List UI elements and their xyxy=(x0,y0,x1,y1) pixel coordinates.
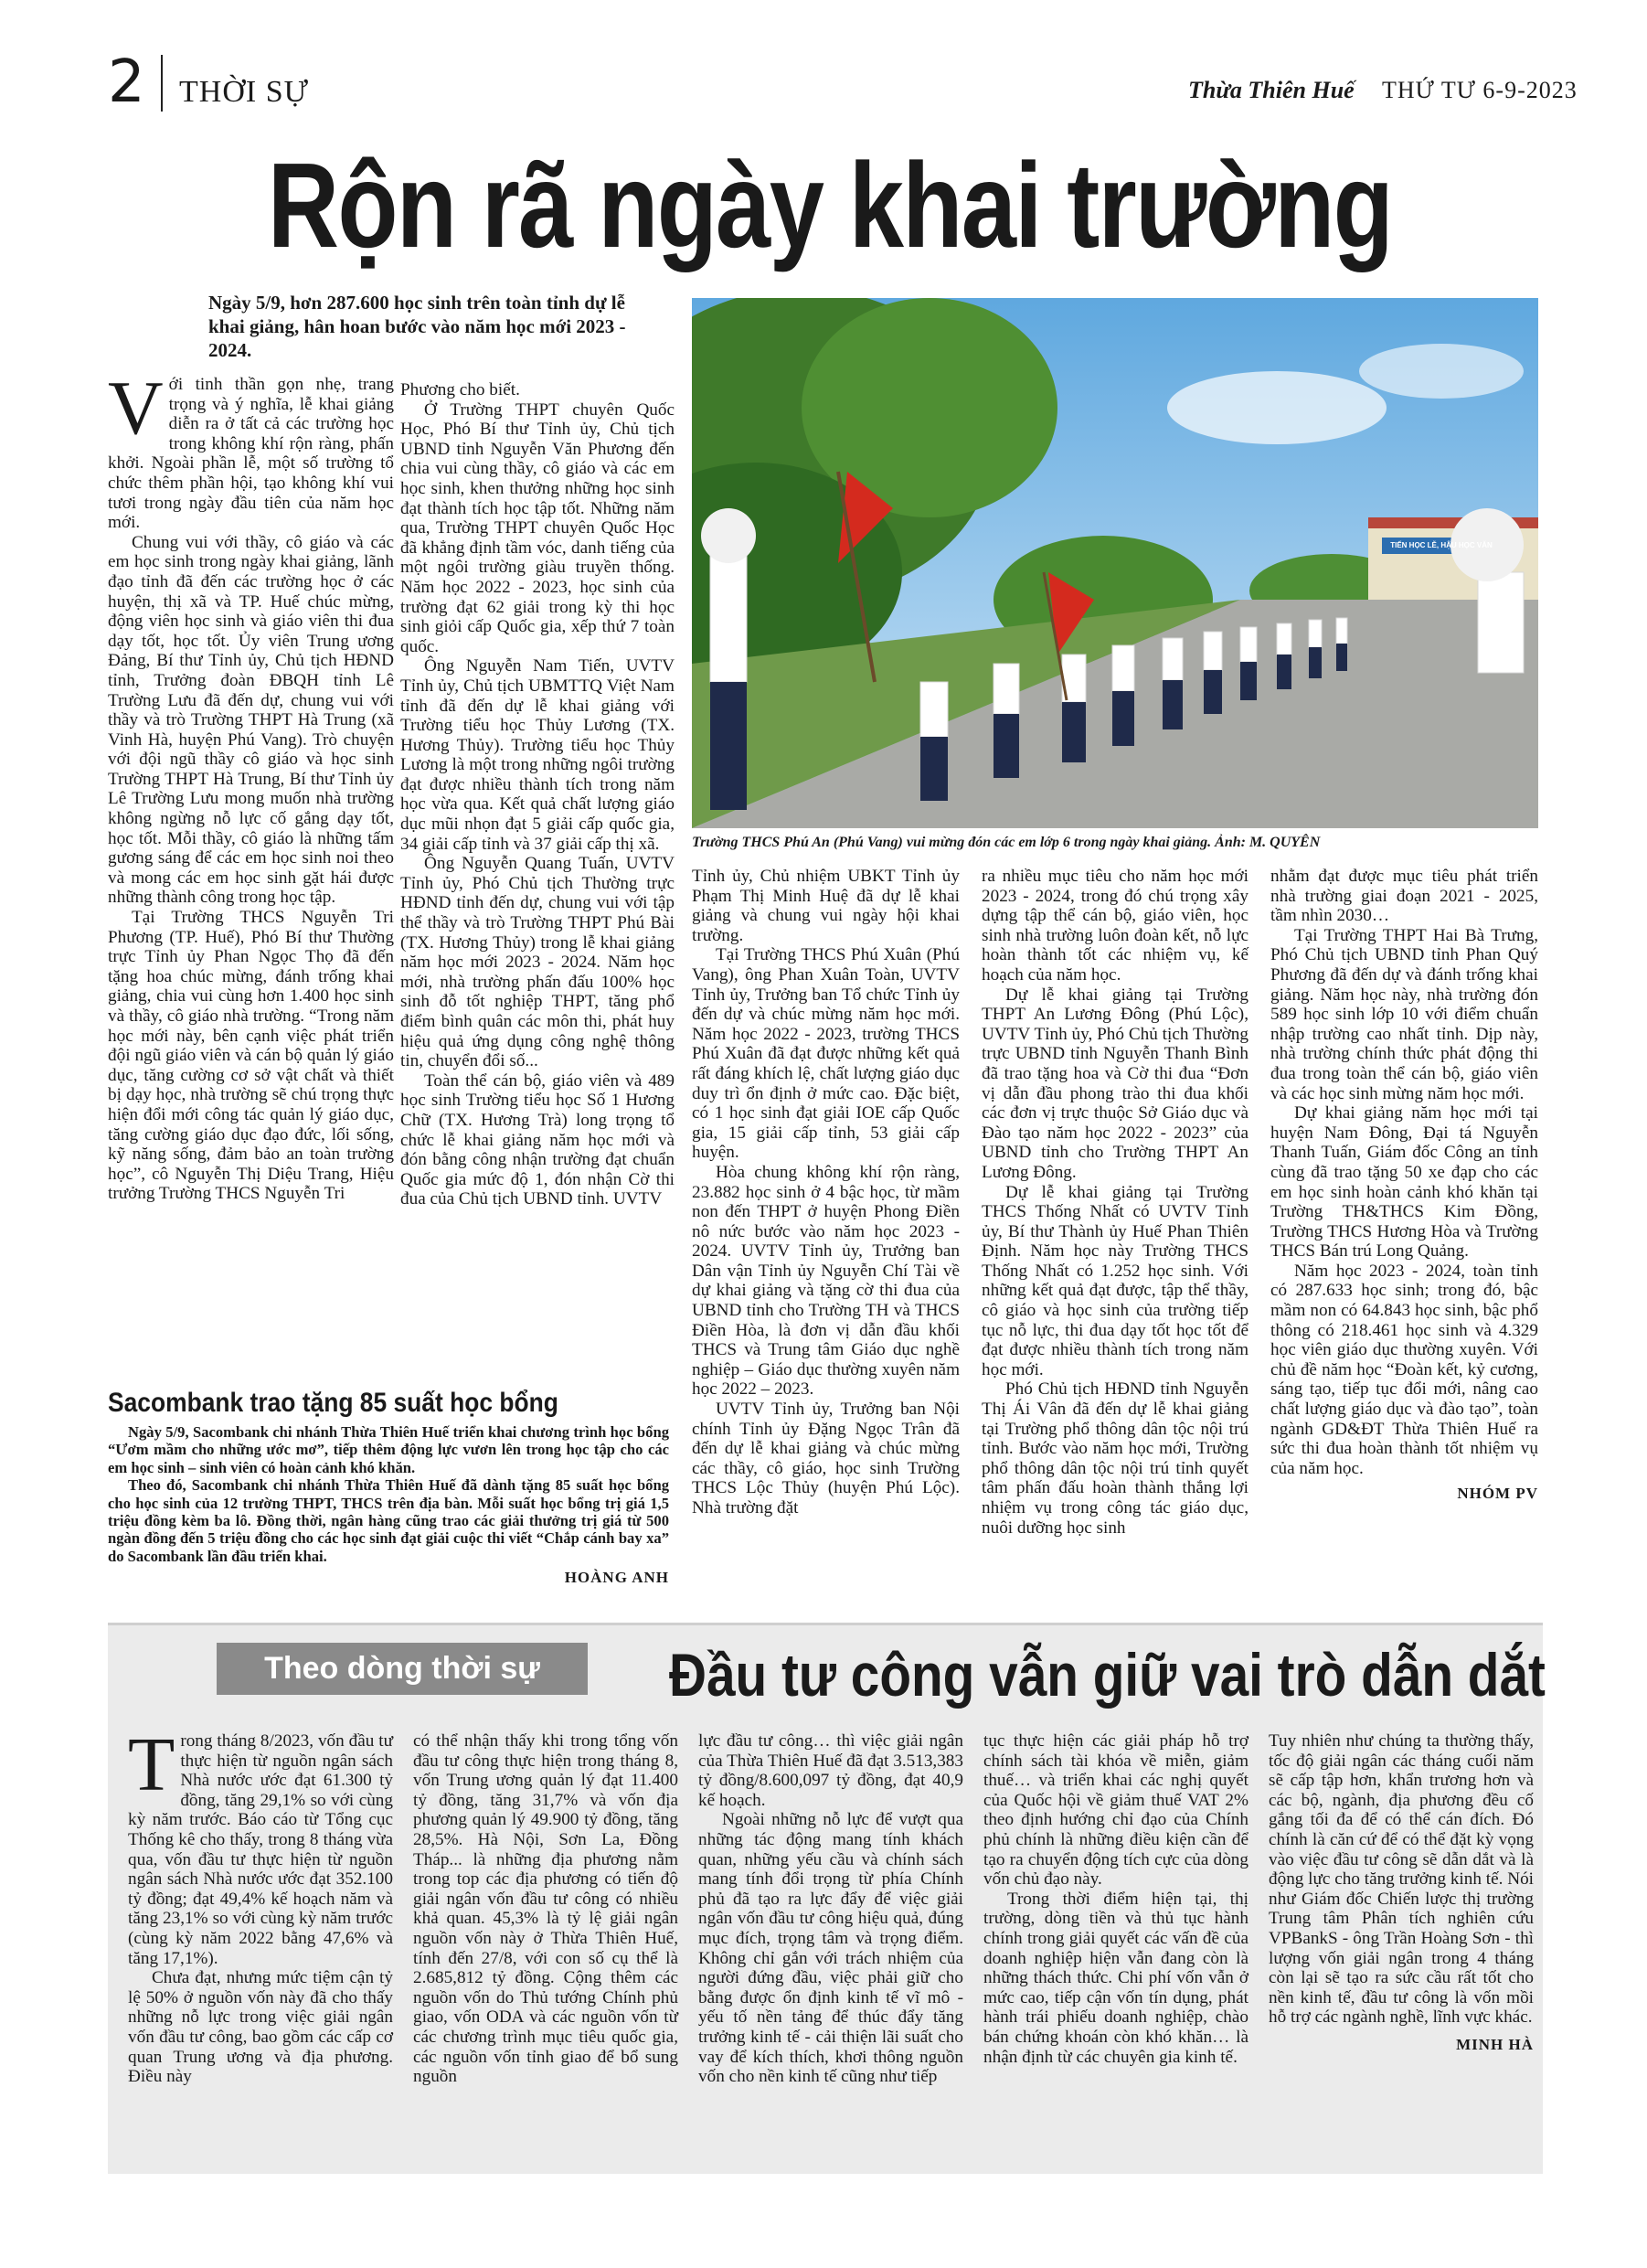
lead-paragraph: Với tinh thần gọn nhẹ, trang trọng và ý nghĩa, lễ khai giảng diễn ra ở tất cả các trường học trong không khí rộn ràng, phấn khởi. Ngoài phần lễ, một số trường tổ chức thêm phần hội, tạo không khí vui tươi trong ngày đầu tiên của năm học mới. xyxy=(108,366,394,533)
box-column-3 xyxy=(698,1731,963,2087)
paragraph: Tại Trường THCS Phú Xuân (Phú Vang), ông Phan Xuân Toàn, UVTV Tỉnh ủy, Trưởng ban Tổ chức Tỉnh ủy đến dự và chúc mừng năm học mới. Năm học 2022 - 2023, trường THCS Phú Xuân đã đạt được những kết quả rất đáng khích lệ, chất lượng giáo dục duy trì ổn định ở mức cao. Đặc biệt, có 1 học sinh đạt giải IOE cấp Quốc gia, 15 giải cấp tỉnh, 53 giải cấp huyện. xyxy=(692,945,960,1163)
box-byline: MINH HÀ xyxy=(1456,2035,1534,2053)
dropcap: V xyxy=(108,366,164,451)
paragraph: Theo đó, Sacombank chi nhánh Thừa Thiên Huế đã dành tặng 85 suất học bổng cho học sinh của 12 trường THPT, THCS trên địa bàn. Mỗi suất học bổng trị giá 1,5 triệu đồng kèm ba lô. Đồng thời, ngân hàng cũng trao các giải thưởng trị giá từ 500 ngàn đồng đến 5 triệu đồng cho các học sinh đạt giải cuộc thi viết “Chắp cánh bay xa” do Sacombank lần đầu triển khai. xyxy=(108,1476,669,1565)
paragraph: Trong thời điểm hiện tại, thị trường, dòng tiền và thủ tục hành chính trong giải quyết các vấn đề của doanh nghiệp hiện vẫn đang còn là những thách thức. Chi phí vốn vẫn ở mức cao, tiếp cận vốn tín dụng, phát hành trái phiếu doanh nghiệp, chào bán chứng khoán còn khó khăn… là nhận định từ các chuyên gia kinh tế. xyxy=(983,1889,1249,2067)
article-column-3 xyxy=(692,867,960,1518)
article-column-5 xyxy=(1270,867,1538,1504)
paragraph: ra nhiều mục tiêu cho năm học mới 2023 - 2024, trong đó chú trọng xây dựng tập thể cán bộ, giáo viên, học sinh nhà trường luôn đoàn kết, nỗ lực hoàn thành tốt các nhiệm vụ, kế hoạch của năm học. xyxy=(982,867,1249,985)
box-column-2 xyxy=(413,1731,678,2087)
box-column-4 xyxy=(983,1731,1249,2067)
box-column-1 xyxy=(128,1722,393,2087)
lead-paragraph: Trong tháng 8/2023, vốn đầu tư thực hiện từ nguồn ngân sách Nhà nước ước đạt 61.300 tỷ đồng, tăng 29,1% so với cùng kỳ năm trước. Báo cáo từ Tổng cục Thống kê cho thấy, trong 8 tháng vừa qua, vốn đầu tư thực hiện từ nguồn ngân sách Nhà nước ước đạt 352.100 tỷ đồng; đạt 49,4% kế hoạch năm và tăng 23,1% so với cùng kỳ năm trước (cùng kỳ năm 2022 bằng 47,6% và tăng 17,1%). xyxy=(128,1722,393,1968)
dropcap: T xyxy=(128,1722,175,1807)
paragraph: Ngày 5/9, Sacombank chi nhánh Thừa Thiên Huế triển khai chương trình học bổng “Ươm mầm cho những ước mơ”, tiếp thêm động lực vươn lên trong học tập cho các em học sinh – sinh viên có hoàn cảnh khó khăn. xyxy=(108,1423,669,1476)
article-sapo: Ngày 5/9, hơn 287.600 học sinh trên toàn tỉnh dự lễ khai giảng, hân hoan bước vào năm học mới 2023 - 2024. xyxy=(208,292,626,361)
paragraph: Chưa đạt, nhưng mức tiệm cận tỷ lệ 50% ở nguồn vốn này đã cho thấy những nỗ lực trong việc giải ngân vốn đầu tư công, bao gồm các cấp cơ quan Trung ương và địa phương. Điều này xyxy=(128,1968,393,2087)
paragraph: lực đầu tư công… thì việc giải ngân của Thừa Thiên Huế đã đạt 3.513,383 tỷ đồng/8.600,097 tỷ đồng, đạt 40,9 kế hoạch. xyxy=(698,1731,963,1810)
paragraph: Dự lễ khai giảng tại Trường THCS Thống Nhất có UVTV Tỉnh ủy, Bí thư Thành ủy Huế Phan Thiên Định. Năm học này Trường THCS Thống Nhất có 1.252 học sinh. Với những kết quả đạt được, tập thể thầy, cô giáo và học sinh của trường tiếp tục nỗ lực, thi đua dạy tốt học tốt để đạt được nhiều thành tích trong năm học mới. xyxy=(982,1182,1249,1379)
school-parade-illustration xyxy=(692,298,1538,828)
article-column-2 xyxy=(400,380,675,1209)
page-number: 2 xyxy=(108,48,145,116)
sidebar-body xyxy=(108,1423,669,1587)
sidebar-byline: HOÀNG ANH xyxy=(564,1569,669,1587)
box-label: Theo dòng thời sự xyxy=(217,1643,588,1695)
header-divider xyxy=(161,55,163,112)
box-headline: Đầu tư công vẫn giữ vai trò dẫn dắt xyxy=(669,1641,1546,1709)
article-byline: NHÓM PV xyxy=(1457,1485,1538,1503)
paragraph: Ông Nguyễn Nam Tiến, UVTV Tỉnh ủy, Chủ tịch UBMTTQ Việt Nam tỉnh đã đến dự lễ khai giảng với Trường tiểu học Thủy Lương (TX. Hương Thủy). Trường tiểu học Thủy Lương là một trong những ngôi trường đạt được nhiều thành tích trong năm học vừa qua. Kết quả chất lượng giáo dục mũi nhọn đạt 5 giải cấp quốc gia, 34 giải cấp tỉnh và 37 giải cấp thị xã. xyxy=(400,656,675,854)
paragraph: Ở Trường THPT chuyên Quốc Học, Phó Bí thư Tỉnh ủy, Chủ tịch UBND tỉnh Nguyễn Văn Phương đến chia vui cùng thầy, cô giáo và các em học sinh, khen thưởng những học sinh đạt thành tích học tập tốt. Những năm qua, Trường THPT chuyên Quốc Học đã khẳng định tầm vóc, danh tiếng của một ngôi trường giàu truyền thống. Năm học 2022 - 2023, học sinh của trường đạt 62 giải trong kỳ thi học sinh giỏi cấp Quốc gia, xếp thứ 7 toàn quốc. xyxy=(400,399,675,656)
paragraph: Tỉnh ủy, Chủ nhiệm UBKT Tỉnh ủy Phạm Thị Minh Huệ đã dự lễ khai giảng và chung vui ngày hội khai trường. xyxy=(692,867,960,945)
paragraph: Dự khai giảng năm học mới tại huyện Nam Đông, Đại tá Nguyễn Thanh Tuấn, Giám đốc Công an tỉnh cùng đã trao tặng 50 xe đạp cho các em học sinh hoàn cảnh khó khăn tại Trường TH&THCS Kim Đồng, Trường THCS Hương Hòa và Trường THCS Bán trú Long Quảng. xyxy=(1270,1103,1538,1262)
paragraph: Tại Trường THPT Hai Bà Trưng, Phó Chủ tịch UBND tỉnh Phan Quý Phương đã đến dự và đánh trống khai giảng. Năm học này, nhà trường đón 589 học sinh lớp 10 với điểm chuẩn nhập trường cao nhất tỉnh. Dịp này, nhà trường chính thức phát động thi đua trong toàn thể cán bộ, giáo viên và các học sinh mừng năm học mới. xyxy=(1270,925,1538,1103)
paragraph: Toàn thể cán bộ, giáo viên và 489 học sinh Trường tiểu học Số 1 Hương Chữ (TX. Hương Trà) long trọng tổ chức lễ khai giảng năm học mới và đón bằng công nhận trường đạt chuẩn Quốc gia mức độ 1, đón nhận Cờ thi đua của Chủ tịch UBND tỉnh. UVTV xyxy=(400,1070,675,1209)
section-name: THỜI SỰ xyxy=(179,75,309,109)
paragraph: nhằm đạt được mục tiêu phát triển nhà trường giai đoạn 2021 - 2025, tầm nhìn 2030… xyxy=(1270,867,1538,926)
paragraph: UVTV Tỉnh ủy, Trưởng ban Nội chính Tỉnh ủy Đặng Ngọc Trân đã đến dự lễ khai giảng và chúc mừng các thầy, cô giáo, học sinh Trường THCS Lộc Thủy (huyện Phú Lộc). Nhà trường đặt xyxy=(692,1400,960,1517)
photo-caption: Trường THCS Phú An (Phú Vang) vui mừng đón các em lớp 6 trong ngày khai giảng. Ảnh: M. QUYÊN xyxy=(692,835,1321,850)
paragraph: tục thực hiện các giải pháp hỗ trợ chính sách tài khóa về miễn, giảm thuế… và triển khai các nghị quyết của Quốc hội về giảm thuế VAT 2% theo định hướng chỉ đạo của Chính phủ chính là những điều kiện cần để tạo ra chuyển động tích cực của dòng vốn chủ đạo này. xyxy=(983,1731,1249,1890)
paragraph: Chung vui với thầy, cô giáo và các em học sinh trong ngày khai giảng, lãnh đạo tỉnh đã đến các trường học ở các huyện, thị xã và TP. Huế chúc mừng, động viên học sinh và giáo viên thi đua dạy tốt, học tốt. Ủy viên Trung ương Đảng, Bí thư Tỉnh ủy, Chủ tịch HĐND tỉnh, Trưởng đoàn ĐBQH tỉnh Lê Trường Lưu đã đến dự, chung vui với thầy và trò Trường THPT Hà Trung (xã Vinh Hà, huyện Phú Vang). Trò chuyện với đội ngũ thầy cô giáo và học sinh Trường THPT Hà Trung, Bí thư Tỉnh ủy Lê Trường Lưu mong muốn nhà trường không ngừng nỗ lực cố gắng dạy tốt, học tốt. Mỗi thầy, cô giáo là những tấm gương sáng để các em học sinh noi theo và mong các em học sinh gặt hái được những thành công trong học tập. xyxy=(108,532,394,908)
paragraph: Tại Trường THCS Nguyễn Tri Phương (TP. Huế), Phó Bí thư Thường trực Tỉnh ủy Phan Ngọc Thọ đã đến tặng hoa chúc mừng, đánh trống khai giảng, chia vui cùng hơn 1.400 học sinh và thầy, cô giáo nhà trường. “Trong năm học mới này, bên cạnh việc phát triển đội ngũ giáo viên và cán bộ quản lý giáo dục, tăng cường cơ sở vật chất và thiết bị dạy học, nhà trường sẽ chú trọng thực hiện đổi mới công tác quản lý giáo dục, tăng cường giáo dục đạo đức, lối sống, kỹ năng sống, đảm bảo an toàn trường học”, cô Nguyễn Thị Diệu Trang, Hiệu trưởng Trường THCS Nguyễn Tri xyxy=(108,908,394,1204)
paragraph: Phương cho biết. xyxy=(400,380,520,399)
article-column-4 xyxy=(982,867,1249,1538)
paragraph: Phó Chủ tịch HĐND tỉnh Nguyễn Thị Ái Vân đã đến dự lễ khai giảng tại Trường phổ thông dân tộc nội trú tỉnh. Bước vào năm học mới, Trường phổ thông dân tộc nội trú tỉnh quyết tâm phấn đấu hoàn thành thắng lợi nhiệm vụ trong công tác giáo dục, nuôi dưỡng học sinh xyxy=(982,1379,1249,1538)
newspaper-name: Thừa Thiên Huế xyxy=(1188,77,1355,103)
article-column-1 xyxy=(108,366,394,1204)
article-photo xyxy=(692,298,1538,828)
paragraph: Năm học 2023 - 2024, toàn tỉnh có 287.633 học sinh; trong đó, bậc mầm non có 64.843 học sinh, bậc phổ thông có 218.461 học sinh và 4.329 học viên giáo dục thường xuyên. Với chủ đề năm học “Đoàn kết, kỷ cương, sáng tạo, tiếp tục đổi mới, nâng cao chất lượng giáo dục và đào tạo”, toàn ngành GD&ĐT Thừa Thiên Huế ra sức thi đua hoàn thành tốt nhiệm vụ của năm học. xyxy=(1270,1261,1538,1478)
paragraph: Tuy nhiên như chúng ta thường thấy, tốc độ giải ngân các tháng cuối năm sẽ cấp tập hơn, khẩn trương hơn và các bộ, ngành, địa phương đều cố gắng tối đa để có thể cán đích. Đó chính là căn cứ để có thể đặt kỳ vọng vào việc đầu tư công sẽ dẫn dắt và là động lực cho tăng trưởng kinh tế. Nói như Giám đốc Chiến lược thị trường Trung tâm Phân tích nghiên cứu VPBankS - ông Trần Hoàng Sơn - thì lượng vốn giải ngân trong 4 tháng còn lại sẽ tạo ra sức cầu rất tốt cho nền kinh tế, đầu tư công là vốn mồi hỗ trợ các ngành nghề, lĩnh vực khác. xyxy=(1269,1731,1534,2028)
box-column-5 xyxy=(1269,1731,1534,2055)
issue-date: THỨ TƯ 6-9-2023 xyxy=(1382,77,1578,103)
paragraph: Hòa chung không khí rộn ràng, 23.882 học sinh ở 4 bậc học, từ mầm non đến THPT ở huyện Phong Điền nô nức bước vào năm học 2023 - 2024. UVTV Tỉnh ủy, Trưởng ban Dân vận Tỉnh ủy Nguyễn Chí Tài về dự khai giảng và tặng cờ thi đua của UBND tỉnh cho Trường TH và THCS Điền Hòa, là đơn vị dẫn đầu khối THCS và Trung tâm Giáo dục nghề nghiệp – Giáo dục thường xuyên năm học 2022 – 2023. xyxy=(692,1162,960,1400)
paragraph: Dự lễ khai giảng tại Trường THPT An Lương Đông (Phú Lộc), UVTV Tỉnh ủy, Phó Chủ tịch Thường trực UBND tỉnh Nguyễn Thanh Bình đã trao tặng hoa và Cờ thi đua “Đơn vị dẫn đầu phong trào thi đua khối các đơn vị trực thuộc Sở Giáo dục và Đào tạo năm học 2022 - 2023” của UBND tỉnh cho Trường THPT An Lương Đông. xyxy=(982,985,1249,1182)
paragraph: Ngoài những nỗ lực để vượt qua những tác động mang tính khách quan, những yếu cầu và chính sách mang tính đổi trọng từ phía Chính phủ đã tạo ra lực đẩy để việc giải ngân vốn đầu tư công hiệu quả, đúng mục đích, trọng tâm và trọng điểm. Không chỉ gắn với trách nhiệm của người đứng đầu, việc phải giữ cho bằng được ổn định kinh tế vĩ mô - yếu tố nền tảng để thúc đẩy tăng trưởng kinh tế - cải thiện lãi suất cho vay để kích thích, khơi thông nguồn vốn cho nền kinh tế cũng như tiếp xyxy=(698,1810,963,2087)
sidebar-title: Sacombank trao tặng 85 suất học bổng xyxy=(108,1388,558,1418)
paragraph: có thể nhận thấy khi trong tổng vốn đầu tư công thực hiện trong tháng 8, vốn Trung ương quản lý đạt 11.400 tỷ đồng, tăng 31,7% và vốn địa phương quản lý 49.900 tỷ đồng, tăng 28,5%. Hà Nội, Sơn La, Đồng Tháp... là những địa phương nằm trong top các địa phương có tiến độ giải ngân vốn đầu tư công có nhiều khả quan. 45,3% là tỷ lệ giải ngân nguồn vốn này ở Thừa Thiên Huế, tính đến 27/8, với con số cụ thể là 2.685,812 tỷ đồng. Cộng thêm các nguồn vốn do Thủ tướng Chính phủ giao, vốn ODA và các nguồn vốn từ các chương trình mục tiêu quốc gia, các nguồn vốn tỉnh giao để bổ sung nguồn xyxy=(413,1731,678,2087)
school-banner-text: TIẾN HỌC LỄ, HẬU HỌC VĂN xyxy=(1390,541,1493,549)
paragraph: Ông Nguyễn Quang Tuấn, UVTV Tỉnh ủy, Phó Chủ tịch Thường trực HĐND tỉnh đến dự, chung vui với tập thể thầy và trò Trường THPT Phú Bài (TX. Hương Thủy) trong lễ khai giảng năm học mới 2023 - 2024. Năm học mới, nhà trường phấn đấu 100% học sinh đỗ tốt nghiệp THPT, tăng phổ điểm bình quân các môn thi, phát huy hiệu quả ứng dụng công nghệ thông tin, chuyển đổi số... xyxy=(400,854,675,1071)
article-headline: Rộn rã ngày khai trường xyxy=(267,138,1393,272)
